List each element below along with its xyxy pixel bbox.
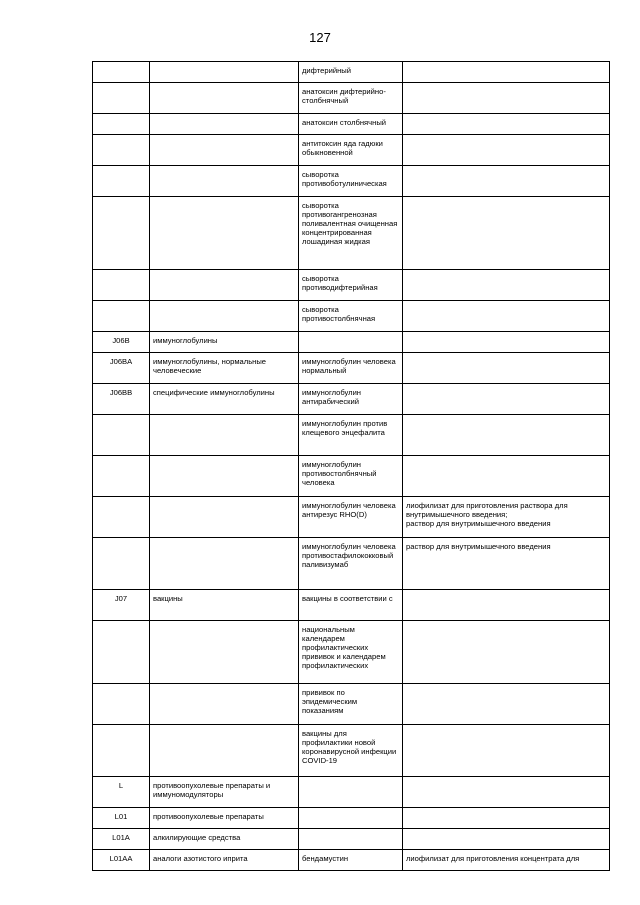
group-name-cell — [150, 114, 299, 135]
dosage-form-cell — [403, 777, 610, 808]
atc-code-cell — [93, 684, 150, 725]
group-name-cell — [150, 684, 299, 725]
table-row — [93, 83, 610, 114]
table-row — [93, 456, 610, 497]
dosage-form-cell — [403, 270, 610, 301]
table-row — [93, 384, 610, 415]
group-name-cell — [150, 538, 299, 590]
group-name-cell — [150, 301, 299, 332]
atc-code-cell — [93, 725, 150, 777]
group-name-cell: иммуноглобулины, нормальные человеческие — [150, 353, 299, 384]
table-row — [93, 497, 610, 538]
table-row — [93, 808, 610, 829]
drug-name-cell: иммуноглобулин антирабический — [299, 384, 403, 415]
table-row — [93, 332, 610, 353]
table-row — [93, 684, 610, 725]
atc-code-cell — [93, 197, 150, 270]
atc-code-cell — [93, 456, 150, 497]
atc-code-cell: L01A — [93, 829, 150, 850]
table-row — [93, 301, 610, 332]
group-name-cell — [150, 83, 299, 114]
group-name-cell — [150, 166, 299, 197]
dosage-form-cell — [403, 621, 610, 684]
atc-code-cell — [93, 135, 150, 166]
page-number: 127 — [309, 30, 331, 45]
drug-name-cell: вакцины для профилактики новой коронавирусной инфекции COVID-19 — [299, 725, 403, 777]
atc-code-cell — [93, 621, 150, 684]
group-name-cell — [150, 135, 299, 166]
table-row — [93, 621, 610, 684]
dosage-form-cell — [403, 83, 610, 114]
dosage-form-cell: лиофилизат для приготовления раствора для внутримышечного введения; раствор для внутримышечного введения — [403, 497, 610, 538]
group-name-cell — [150, 497, 299, 538]
atc-code-cell — [93, 538, 150, 590]
drug-name-cell: бендамустин — [299, 850, 403, 871]
drug-name-cell — [299, 829, 403, 850]
atc-code-cell: L01AA — [93, 850, 150, 871]
group-name-cell: вакцины — [150, 590, 299, 621]
dosage-form-cell — [403, 384, 610, 415]
table-row — [93, 197, 610, 270]
table-row — [93, 538, 610, 590]
table-row — [93, 590, 610, 621]
drug-name-cell: вакцины в соответствии с — [299, 590, 403, 621]
table-row — [93, 270, 610, 301]
atc-code-cell: J06BB — [93, 384, 150, 415]
dosage-form-cell — [403, 135, 610, 166]
drug-name-cell: иммуноглобулин человека антирезус RHO(D) — [299, 497, 403, 538]
group-name-cell — [150, 456, 299, 497]
dosage-form-cell — [403, 353, 610, 384]
drug-name-cell: прививок по эпидемическим показаниям — [299, 684, 403, 725]
group-name-cell — [150, 62, 299, 83]
atc-code-cell — [93, 83, 150, 114]
dosage-form-cell — [403, 301, 610, 332]
dosage-form-cell — [403, 829, 610, 850]
dosage-form-cell — [403, 725, 610, 777]
atc-code-cell: J06B — [93, 332, 150, 353]
drug-name-cell: национальным календарем профилактических прививок и календарем профилактических — [299, 621, 403, 684]
drug-name-cell: сыворотка противодифтерийная — [299, 270, 403, 301]
drug-name-cell: иммуноглобулин человека противостафилококковый паливизумаб — [299, 538, 403, 590]
dosage-form-cell: лиофилизат для приготовления концентрата для — [403, 850, 610, 871]
group-name-cell: специфические иммуноглобулины — [150, 384, 299, 415]
atc-code-cell: J06BA — [93, 353, 150, 384]
drug-table — [92, 61, 610, 871]
dosage-form-cell — [403, 166, 610, 197]
drug-name-cell: сыворотка противостолбнячная — [299, 301, 403, 332]
dosage-form-cell — [403, 197, 610, 270]
drug-name-cell: анатоксин дифтерийно-столбнячный — [299, 83, 403, 114]
dosage-form-cell — [403, 62, 610, 83]
dosage-form-cell — [403, 808, 610, 829]
drug-name-cell: антитоксин яда гадюки обыкновенной — [299, 135, 403, 166]
atc-code-cell — [93, 166, 150, 197]
dosage-form-cell — [403, 114, 610, 135]
group-name-cell: иммуноглобулины — [150, 332, 299, 353]
atc-code-cell — [93, 301, 150, 332]
atc-code-cell: J07 — [93, 590, 150, 621]
atc-code-cell: L01 — [93, 808, 150, 829]
table-row — [93, 829, 610, 850]
table-row — [93, 415, 610, 456]
table-row — [93, 353, 610, 384]
dosage-form-cell — [403, 684, 610, 725]
dosage-form-cell: раствор для внутримышечного введения — [403, 538, 610, 590]
drug-name-cell: иммуноглобулин человека нормальный — [299, 353, 403, 384]
group-name-cell: алкилирующие средства — [150, 829, 299, 850]
drug-name-cell: анатоксин столбнячный — [299, 114, 403, 135]
group-name-cell — [150, 725, 299, 777]
atc-code-cell — [93, 62, 150, 83]
atc-code-cell — [93, 114, 150, 135]
drug-name-cell — [299, 808, 403, 829]
atc-code-cell — [93, 270, 150, 301]
atc-code-cell: L — [93, 777, 150, 808]
drug-name-cell: сыворотка противогангренозная поливалентная очищенная концентрированная лошадиная жидкая — [299, 197, 403, 270]
table-row — [93, 725, 610, 777]
table-row — [93, 62, 610, 83]
table-row — [93, 850, 610, 871]
drug-name-cell — [299, 777, 403, 808]
drug-name-cell: дифтерийный — [299, 62, 403, 83]
table-row — [93, 777, 610, 808]
drug-name-cell: иммуноглобулин противостолбнячный человека — [299, 456, 403, 497]
group-name-cell — [150, 621, 299, 684]
group-name-cell: противоопухолевые препараты и иммуномодуляторы — [150, 777, 299, 808]
atc-code-cell — [93, 415, 150, 456]
drug-name-cell: сыворотка противоботулиническая — [299, 166, 403, 197]
drug-name-cell: иммуноглобулин против клещевого энцефалита — [299, 415, 403, 456]
group-name-cell — [150, 270, 299, 301]
dosage-form-cell — [403, 456, 610, 497]
drug-name-cell — [299, 332, 403, 353]
group-name-cell — [150, 415, 299, 456]
dosage-form-cell — [403, 415, 610, 456]
group-name-cell: противоопухолевые препараты — [150, 808, 299, 829]
group-name-cell: аналоги азотистого иприта — [150, 850, 299, 871]
table-row — [93, 135, 610, 166]
table-row — [93, 114, 610, 135]
group-name-cell — [150, 197, 299, 270]
dosage-form-cell — [403, 590, 610, 621]
table-row — [93, 166, 610, 197]
dosage-form-cell — [403, 332, 610, 353]
atc-code-cell — [93, 497, 150, 538]
